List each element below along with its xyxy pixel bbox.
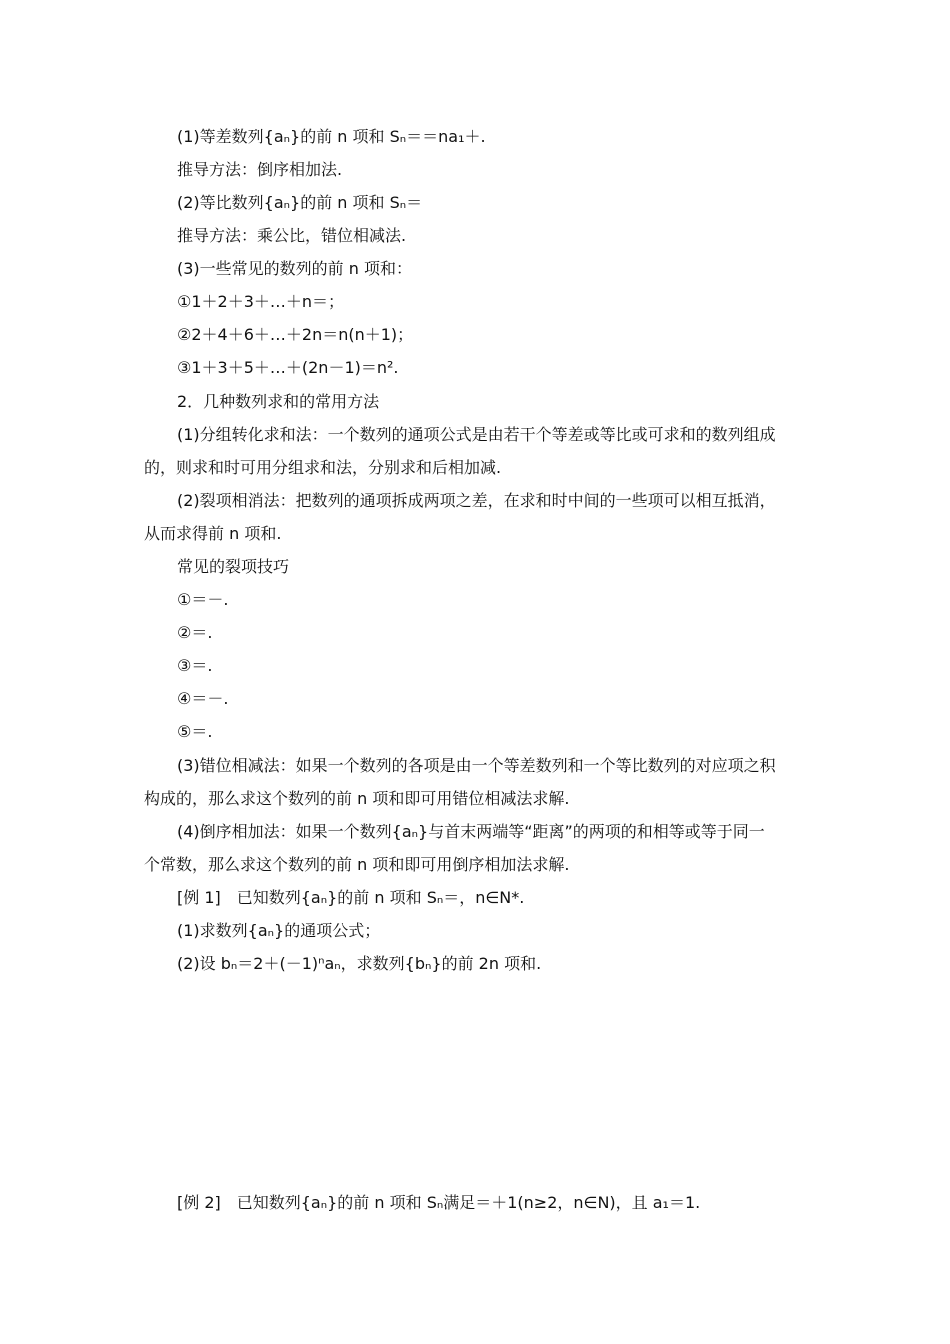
text-line: 推导方法：倒序相加法.: [177, 160, 343, 179]
text-line: ③1＋3＋5＋…＋(2n－1)＝n².: [177, 358, 399, 377]
text-line: (1)等差数列{aₙ}的前 n 项和 Sₙ＝＝na₁＋.: [177, 127, 486, 146]
text-line: (3)一些常见的数列的前 n 项和：: [177, 259, 412, 278]
text-line: (1)求数列{aₙ}的通项公式；: [177, 921, 381, 940]
text-line: ②2＋4＋6＋…＋2n＝n(n＋1)；: [177, 325, 414, 344]
text-line: 个常数，那么求这个数列的前 n 项和即可用倒序相加法求解.: [144, 855, 570, 874]
example-1-heading: [例 1] 已知数列{aₙ}的前 n 项和 Sₙ＝，n∈N*.: [177, 888, 525, 907]
text-line: 的，则求和时可用分组求和法，分别求和后相加减.: [144, 458, 502, 477]
text-line: (1)分组转化求和法：一个数列的通项公式是由若干个等差或等比或可求和的数列组成: [177, 425, 776, 444]
section-heading: 2．几种数列求和的常用方法: [177, 392, 380, 411]
text-line: (2)裂项相消法：把数列的通项拆成两项之差，在求和时中间的一些项可以相互抵消，: [177, 491, 776, 510]
text-line: 常见的裂项技巧: [177, 557, 290, 576]
text-line: ⑤＝.: [177, 722, 213, 741]
text-line: ③＝.: [177, 656, 213, 675]
text-line: ②＝.: [177, 623, 213, 642]
text-line: (4)倒序相加法：如果一个数列{aₙ}与首末两端等“距离”的两项的和相等或等于同一: [177, 822, 765, 841]
text-line: (2)等比数列{aₙ}的前 n 项和 Sₙ＝: [177, 193, 423, 212]
text-line: ①＝－.: [177, 590, 229, 609]
text-line: 推导方法：乘公比，错位相减法.: [177, 226, 407, 245]
text-line: ④＝－.: [177, 689, 229, 708]
text-line: 构成的，那么求这个数列的前 n 项和即可用错位相减法求解.: [144, 789, 570, 808]
text-line: (3)错位相减法：如果一个数列的各项是由一个等差数列和一个等比数列的对应项之积: [177, 756, 776, 775]
text-line: ①1＋2＋3＋…＋n＝；: [177, 292, 345, 311]
text-line: 从而求得前 n 项和.: [144, 524, 282, 543]
text-line: (2)设 bₙ＝2＋(－1)ⁿaₙ，求数列{bₙ}的前 2n 项和.: [177, 954, 542, 973]
example-2-heading: [例 2] 已知数列{aₙ}的前 n 项和 Sₙ满足＝＋1(n≥2，n∈N)，且 a₁＝1.: [177, 1193, 701, 1212]
